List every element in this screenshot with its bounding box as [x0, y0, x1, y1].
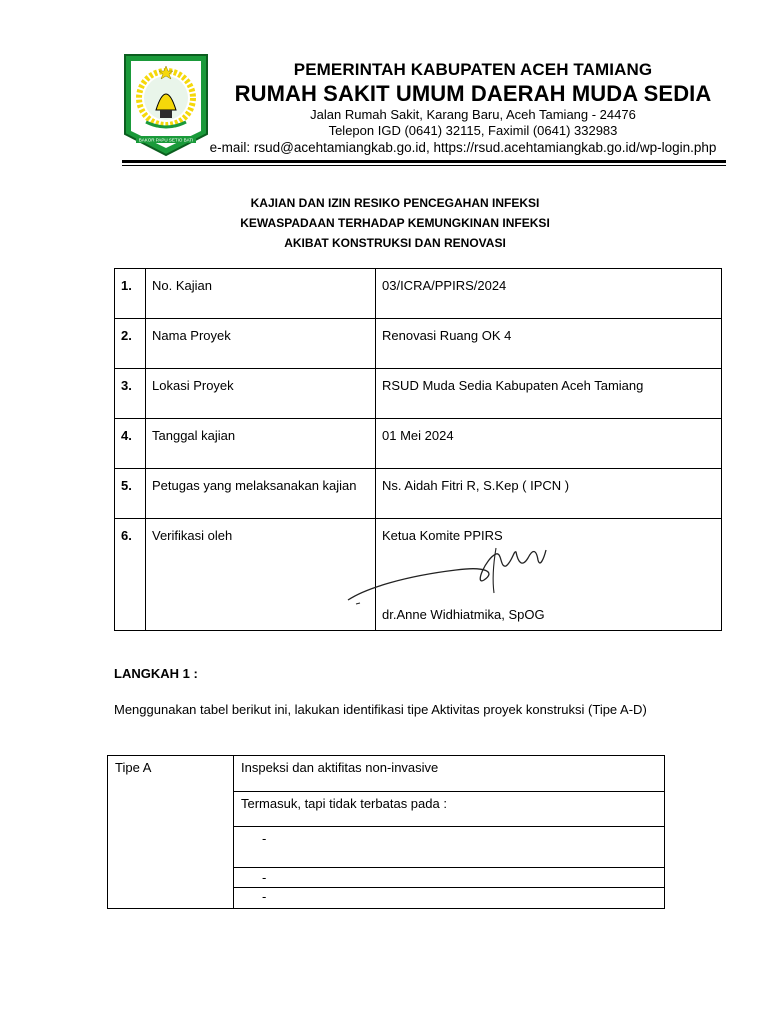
letterhead-rule-thick — [122, 160, 726, 163]
row-value: Ns. Aidah Fitri R, S.Kep ( IPCN ) — [376, 469, 722, 519]
row-number: 2. — [115, 319, 146, 369]
row-number: 3. — [115, 369, 146, 419]
type-label: Tipe A — [108, 756, 234, 909]
step-instruction: Menggunakan tabel berikut ini, lakukan identifikasi tipe Aktivitas proyek konstruksi (Tipe A-D) — [114, 702, 647, 717]
hospital-name: RUMAH SAKIT UMUM DAERAH MUDA SEDIA — [234, 81, 712, 106]
table-row — [108, 756, 665, 792]
verification-cell — [376, 519, 722, 631]
step-heading: LANGKAH 1 : — [114, 666, 198, 681]
row-number: 1. — [115, 269, 146, 319]
table-row — [115, 319, 722, 369]
table-row — [115, 469, 722, 519]
hospital-phone: Telepon IGD (0641) 32115, Faximil (0641) 332983 — [328, 123, 618, 138]
hospital-address: Jalan Rumah Sakit, Karang Baru, Aceh Tamiang - 24476 — [310, 107, 636, 122]
hospital-contact: e-mail: rsud@acehtamiangkab.go.id, https://rsud.acehtamiangkab.go.id/wp-login.php — [209, 140, 717, 155]
table-row — [115, 419, 722, 469]
row-value: 01 Mei 2024 — [376, 419, 722, 469]
row-number: 4. — [115, 419, 146, 469]
row-number: 6. — [115, 519, 146, 631]
row-number: 5. — [115, 469, 146, 519]
row-label: Nama Proyek — [146, 319, 376, 369]
assessment-info-table — [114, 268, 722, 631]
list-item: - — [234, 888, 665, 909]
row-label: Verifikasi oleh — [146, 519, 376, 631]
government-name: PEMERINTAH KABUPATEN ACEH TAMIANG — [293, 60, 653, 79]
document-title: KAJIAN DAN IZIN RESIKO PENCEGAHAN INFEKSI KEWASPADAAN TERHADAP KEMUNGKINAN INFEKSI AKIBAT KONSTRUKSI DAN RENOVASI — [240, 196, 550, 250]
row-value: RSUD Muda Sedia Kabupaten Aceh Tamiang — [376, 369, 722, 419]
letterhead-rule-thin — [122, 165, 726, 166]
type-description: Inspeksi dan aktifitas non-invasive — [234, 756, 665, 792]
list-item: - — [234, 827, 665, 868]
row-label: Lokasi Proyek — [146, 369, 376, 419]
letterhead — [209, 60, 728, 156]
svg-text:BAKOR PAPU SETIO BATI: BAKOR PAPU SETIO BATI — [138, 137, 194, 143]
verifier-role: Ketua Komite PPIRS — [382, 528, 503, 543]
signature — [346, 538, 556, 608]
row-label: Tanggal kajian — [146, 419, 376, 469]
table-row — [115, 519, 722, 631]
row-label: Petugas yang melaksanakan kajian — [146, 469, 376, 519]
table-row — [115, 269, 722, 319]
row-value: Renovasi Ruang OK 4 — [376, 319, 722, 369]
list-item: - — [234, 868, 665, 888]
table-row — [115, 369, 722, 419]
verifier-name: dr.Anne Widhiatmika, SpOG — [382, 607, 545, 622]
row-label: No. Kajian — [146, 269, 376, 319]
activity-type-table — [107, 755, 665, 909]
row-value: 03/ICRA/PPIRS/2024 — [376, 269, 722, 319]
regency-logo — [122, 52, 210, 158]
type-includes: Termasuk, tapi tidak terbatas pada : — [234, 792, 665, 827]
